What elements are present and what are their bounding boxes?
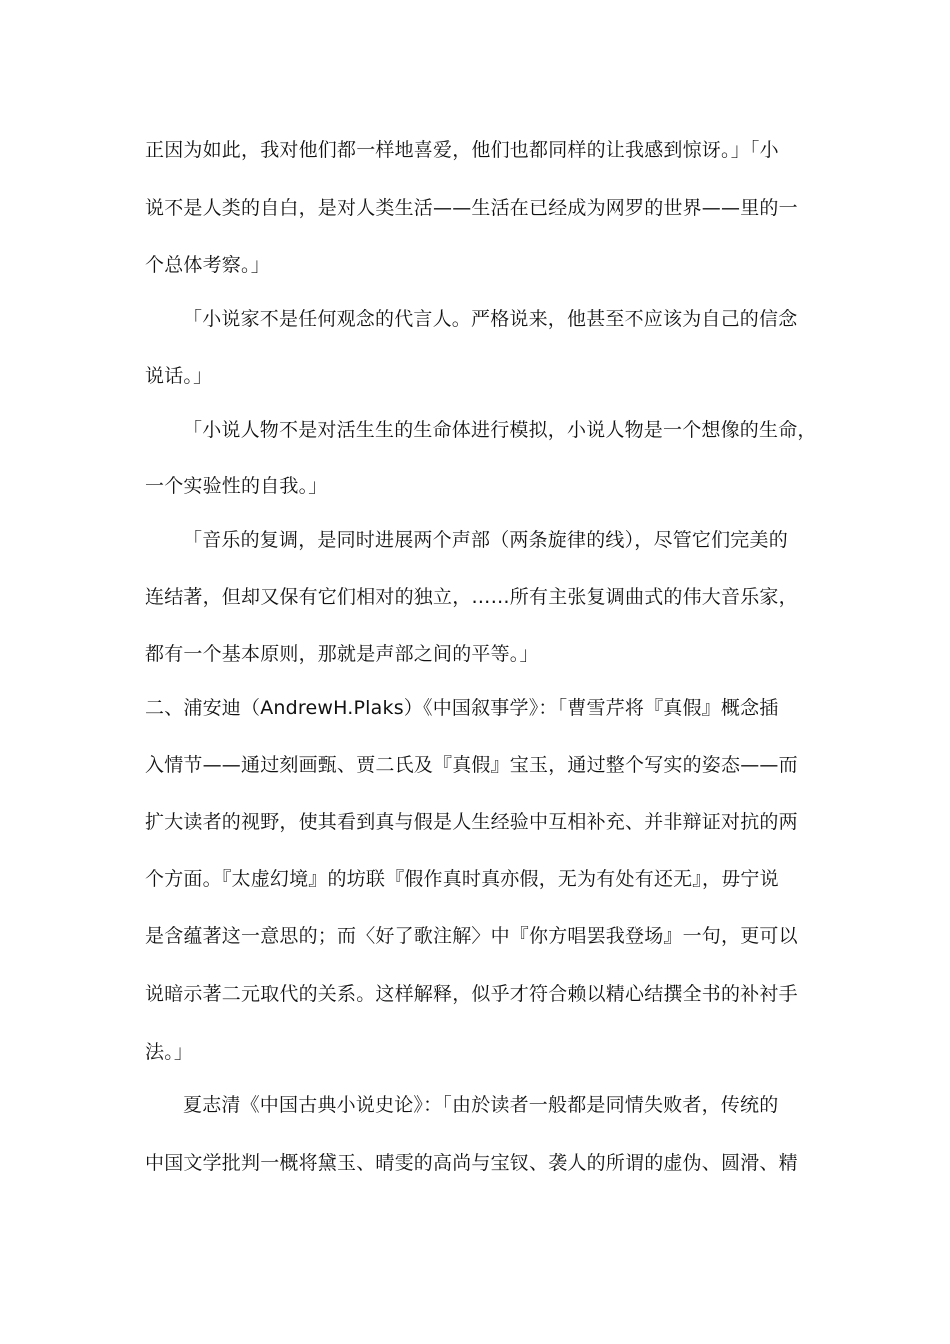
text-line: 「小说人物不是对活生生的生命体进行模拟，小说人物是一个想像的生命， — [183, 419, 817, 441]
text-line: 连结著，但却又保有它们相对的独立，……所有主张复调曲式的伟大音乐家， — [145, 586, 798, 608]
text-line: 扩大读者的视野，使其看到真与假是人生经验中互相补充、并非辩证对抗的两 — [145, 811, 798, 833]
text-line: 正因为如此，我对他们都一样地喜爱，他们也都同样的让我感到惊讶。」「小 — [145, 139, 779, 161]
text-line: 是含蕴著这一意思的；而〈好了歌注解〉中『你方唱罢我登场』一句，更可以 — [145, 925, 798, 947]
text-line: 个方面。『太虚幻境』的坊联『假作真时真亦假，无为有处有还无』，毋宁说 — [145, 868, 779, 890]
text-line: 法。」 — [145, 1041, 194, 1063]
text-line: 「音乐的复调，是同时进展两个声部（两条旋律的线），尽管它们完美的 — [183, 529, 788, 551]
text-line: 入情节——通过刻画甄、贾二氏及『真假』宝玉，通过整个写实的姿态——而 — [145, 754, 798, 776]
text-line: 中国文学批判一概将黛玉、晴雯的高尚与宝钗、袭人的所谓的虚伪、圆滑、精 — [145, 1152, 798, 1174]
text-line: 个总体考察。」 — [145, 254, 270, 276]
text-line: 说不是人类的自白，是对人类生活——生活在已经成为网罗的世界——里的一 — [145, 197, 798, 219]
text-line: 都有一个基本原则，那就是声部之间的平等。」 — [145, 643, 539, 665]
text-line: 二、浦安迪（AndrewH.Plaks）《中国叙事学》：「曹雪芹将『真假』概念插 — [145, 697, 779, 719]
text-line: 一个实验性的自我。」 — [145, 475, 328, 497]
text-line: 夏志清《中国古典小说史论》：「由於读者一般都是同情失败者，传统的 — [183, 1094, 779, 1116]
text-line: 说暗示著二元取代的关系。这样解释，似乎才符合赖以精心结撰全书的补衬手 — [145, 983, 798, 1005]
text-line: 「小说家不是任何观念的代言人。严格说来，他甚至不应该为自己的信念 — [183, 308, 798, 330]
text-line: 说话。」 — [145, 365, 213, 387]
